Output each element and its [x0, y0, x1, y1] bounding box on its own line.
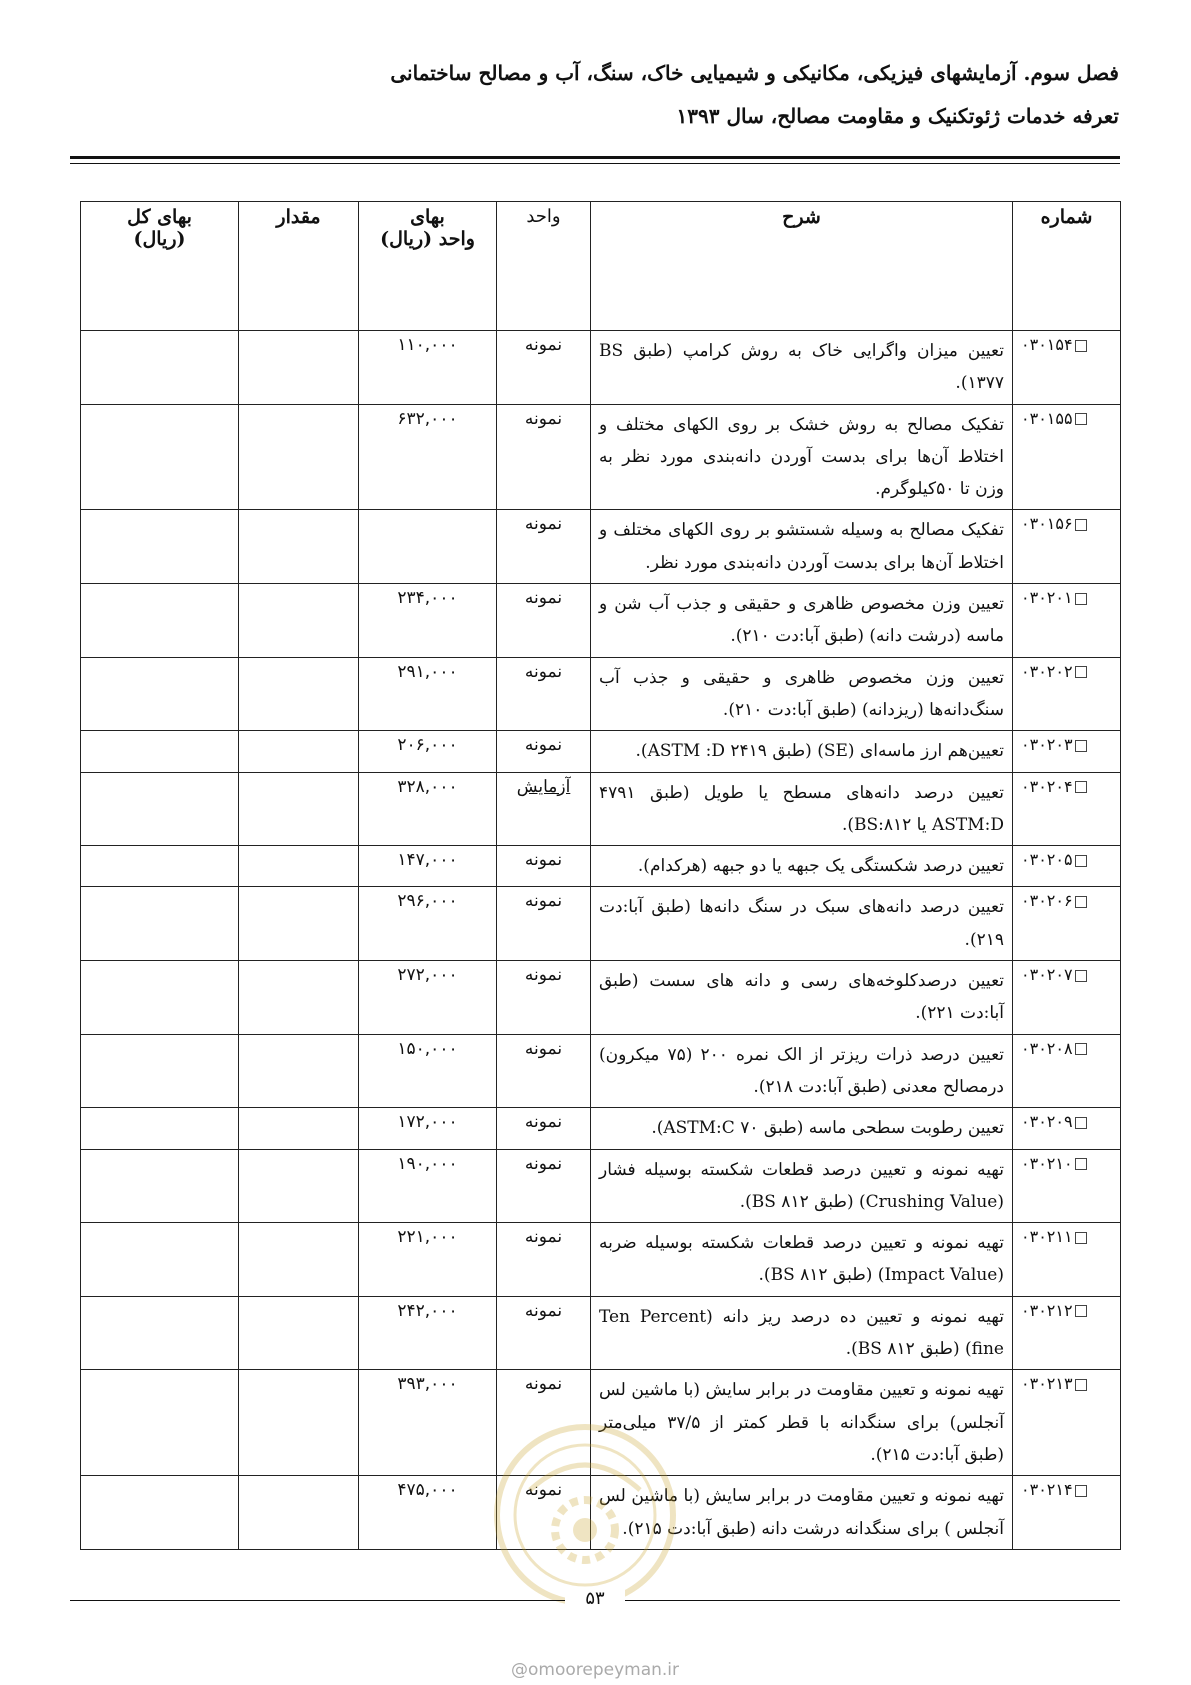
item-unit-price	[359, 510, 497, 584]
item-description: تهیه نمونه و تعیین درصد قطعات شکسته بوسیله ضربه (Impact Value) (طبق BS ۸۱۲).	[591, 1223, 1013, 1297]
item-total-price	[81, 404, 239, 510]
item-unit	[497, 510, 591, 584]
item-unit	[497, 1149, 591, 1223]
header-total-line1: بهای کل	[127, 206, 192, 228]
item-quantity	[239, 331, 359, 405]
item-description: تعیین درصدکلوخه‌های رسی و دانه های سست (طبق آبا:دت ۲۲۱).	[591, 961, 1013, 1035]
item-quantity	[239, 1370, 359, 1476]
item-code-text: ۰۳۰۱۵۴	[1021, 335, 1073, 354]
table-row	[81, 887, 1121, 961]
item-description: تهیه نمونه و تعیین ده درصد ریز دانه (Ten Percent fine) (طبق BS ۸۱۲).	[591, 1296, 1013, 1370]
page-number: ۵۳	[565, 1588, 625, 1609]
item-unit	[497, 331, 591, 405]
item-code	[1013, 846, 1121, 887]
item-total-price	[81, 331, 239, 405]
header-unit-price-line1: بهای	[410, 206, 445, 228]
item-unit-price: ۱۴۷,۰۰۰	[359, 846, 497, 887]
item-code	[1013, 584, 1121, 658]
item-unit-text: نمونه	[524, 850, 563, 871]
table-row	[81, 1034, 1121, 1108]
item-code-text: ۰۳۰۲۰۸	[1021, 1038, 1073, 1058]
item-unit	[497, 1296, 591, 1370]
item-code	[1013, 961, 1121, 1035]
table-row	[81, 731, 1121, 772]
header-unit-price-line2: واحد (ریال)	[380, 228, 475, 250]
checkbox-glyph-icon	[1075, 1043, 1087, 1055]
item-unit-price: ۲۴۲,۰۰۰	[359, 1296, 497, 1370]
item-quantity	[239, 1108, 359, 1149]
item-code-text: ۰۳۰۲۰۱	[1021, 588, 1073, 608]
checkbox-glyph-icon	[1075, 1379, 1087, 1391]
item-code	[1013, 1149, 1121, 1223]
item-quantity	[239, 887, 359, 961]
item-unit-price: ۳۹۳,۰۰۰	[359, 1370, 497, 1476]
checkbox-glyph-icon	[1075, 740, 1087, 752]
item-unit-price: ۲۹۶,۰۰۰	[359, 887, 497, 961]
item-description: تعیین وزن مخصوص ظاهری و حقیقی و جذب آب شن و ماسه (درشت دانه) (طبق آبا:دت ۲۱۰).	[591, 584, 1013, 658]
item-unit	[497, 1223, 591, 1297]
checkbox-glyph-icon	[1075, 1232, 1087, 1244]
checkbox-glyph-icon	[1075, 340, 1087, 352]
item-code-text: ۰۳۰۲۰۳	[1021, 735, 1073, 755]
item-description: تعیین درصد شکستگی یک جبهه یا دو جبهه (هرکدام).	[591, 846, 1013, 887]
item-unit	[497, 584, 591, 658]
item-code-text: ۰۳۰۲۰۷	[1021, 965, 1073, 985]
item-unit-price: ۲۳۴,۰۰۰	[359, 584, 497, 658]
item-code	[1013, 1370, 1121, 1476]
table-row	[81, 1296, 1121, 1370]
item-total-price	[81, 1296, 239, 1370]
item-unit-text: نمونه	[524, 891, 563, 912]
item-unit	[497, 657, 591, 731]
tariff-table	[80, 201, 1121, 1550]
item-unit-text: نمونه	[524, 335, 563, 355]
item-unit-text: نمونه	[524, 1112, 563, 1133]
item-total-price	[81, 1370, 239, 1476]
item-quantity	[239, 657, 359, 731]
item-unit-text: نمونه	[524, 1300, 563, 1321]
header-description: شرح	[591, 202, 1013, 331]
item-quantity	[239, 731, 359, 772]
item-quantity	[239, 584, 359, 658]
item-unit-text: نمونه	[524, 1038, 563, 1059]
item-code-text: ۰۳۰۲۱۰	[1021, 1153, 1073, 1173]
item-total-price	[81, 1223, 239, 1297]
item-quantity	[239, 510, 359, 584]
item-quantity	[239, 1223, 359, 1297]
item-code	[1013, 731, 1121, 772]
item-total-price	[81, 1034, 239, 1108]
item-description: تعیین میزان واگرایی خاک به روش کرامپ (طبق BS ۱۳۷۷).	[591, 331, 1013, 405]
item-unit-text: نمونه	[524, 1374, 563, 1395]
page-header	[69, 56, 1119, 134]
item-description: تعیین رطوبت سطحی ماسه (طبق ۷۰ ASTM:C).	[591, 1108, 1013, 1149]
item-description: تهیه نمونه و تعیین مقاومت در برابر سایش (با ماشین لس آنجلس) برای سنگدانه با قطر کمتر از ۳۷/۵ میلی‌متر (طبق آبا:دت ۲۱۵).	[591, 1370, 1013, 1476]
item-unit	[497, 1108, 591, 1149]
header-code: شماره	[1013, 202, 1121, 331]
item-code	[1013, 1476, 1121, 1550]
website-watermark: @omoorepeyman.ir	[510, 1660, 680, 1680]
table-row	[81, 1108, 1121, 1149]
item-unit	[497, 1034, 591, 1108]
item-unit-text: آزمایش	[516, 776, 571, 797]
item-quantity	[239, 1476, 359, 1550]
table-row	[81, 404, 1121, 510]
item-code	[1013, 887, 1121, 961]
item-total-price	[81, 887, 239, 961]
item-description: تعیین درصد دانه‌های سبک در سنگ دانه‌ها (طبق آبا:دت ۲۱۹).	[591, 887, 1013, 961]
checkbox-glyph-icon	[1075, 970, 1087, 982]
item-code-text: ۰۳۰۲۱۳	[1021, 1374, 1073, 1394]
item-unit	[497, 1476, 591, 1550]
item-code-text: ۰۳۰۲۰۹	[1021, 1112, 1073, 1132]
item-unit-text: نمونه	[524, 588, 563, 609]
item-code-text: ۰۳۰۱۵۵	[1021, 408, 1073, 428]
table-body	[81, 331, 1121, 1550]
item-code	[1013, 510, 1121, 584]
item-code	[1013, 1296, 1121, 1370]
item-code	[1013, 772, 1121, 846]
item-quantity	[239, 404, 359, 510]
table-header-row	[81, 202, 1121, 331]
item-code	[1013, 1034, 1121, 1108]
checkbox-glyph-icon	[1075, 1485, 1087, 1497]
item-total-price	[81, 657, 239, 731]
item-unit-price: ۴۷۵,۰۰۰	[359, 1476, 497, 1550]
item-code	[1013, 1223, 1121, 1297]
item-code	[1013, 1108, 1121, 1149]
checkbox-glyph-icon	[1075, 1158, 1087, 1170]
table-row	[81, 846, 1121, 887]
table-row	[81, 510, 1121, 584]
table-row	[81, 961, 1121, 1035]
item-unit-text: نمونه	[524, 514, 563, 535]
item-unit-text: نمونه	[524, 965, 563, 986]
item-total-price	[81, 1149, 239, 1223]
item-code-text: ۰۳۰۲۰۵	[1021, 850, 1073, 870]
item-unit	[497, 731, 591, 772]
item-unit	[497, 961, 591, 1035]
item-unit-price: ۲۲۱,۰۰۰	[359, 1223, 497, 1297]
chapter-title: فصل سوم. آزمایشهای فیزیکی، مکانیکی و شیمیایی خاک، سنگ، آب و مصالح ساختمانی	[390, 61, 1119, 85]
item-description: تعیین‌هم ارز ماسه‌ای (SE) (طبق ۲۴۱۹ ASTM :D).	[591, 731, 1013, 772]
item-description: تعیین وزن مخصوص ظاهری و حقیقی و جذب آب سنگ‌دانه‌ها (ریزدانه) (طبق آبا:دت ۲۱۰).	[591, 657, 1013, 731]
header-total-line2: (ریال)	[133, 228, 186, 250]
header-rule-thin	[70, 163, 1120, 164]
item-unit-text: نمونه	[524, 1227, 563, 1248]
checkbox-glyph-icon	[1075, 519, 1087, 531]
item-code-text: ۰۳۰۲۰۶	[1021, 891, 1073, 911]
item-unit-text: نمونه	[524, 735, 563, 756]
item-total-price	[81, 1108, 239, 1149]
item-unit	[497, 772, 591, 846]
header-quantity: مقدار	[239, 202, 359, 331]
checkbox-glyph-icon	[1075, 896, 1087, 908]
table-row	[81, 657, 1121, 731]
item-unit-price: ۱۷۲,۰۰۰	[359, 1108, 497, 1149]
item-description: تفکیک مصالح به وسیله شستشو بر روی الکهای مختلف و اختلاط آن‌ها برای بدست آوردن دانه‌بندی مورد نظر.	[591, 510, 1013, 584]
item-quantity	[239, 1034, 359, 1108]
table-row	[81, 772, 1121, 846]
checkbox-glyph-icon	[1075, 781, 1087, 793]
item-total-price	[81, 731, 239, 772]
item-unit	[497, 846, 591, 887]
item-quantity	[239, 961, 359, 1035]
checkbox-glyph-icon	[1075, 413, 1087, 425]
item-quantity	[239, 772, 359, 846]
item-description: تعیین درصد ذرات ریزتر از الک نمره ۲۰۰ (۷۵ میکرون) درمصالح معدنی (طبق آبا:دت ۲۱۸).	[591, 1034, 1013, 1108]
item-unit-text: نمونه	[524, 408, 563, 429]
item-code	[1013, 404, 1121, 510]
checkbox-glyph-icon	[1075, 1117, 1087, 1129]
item-code-text: ۰۳۰۲۱۴	[1021, 1480, 1073, 1500]
item-code	[1013, 657, 1121, 731]
table-row	[81, 1149, 1121, 1223]
table-row	[81, 584, 1121, 658]
header-unit: واحد	[497, 202, 591, 331]
table-row	[81, 1476, 1121, 1550]
table-row	[81, 1223, 1121, 1297]
item-total-price	[81, 772, 239, 846]
checkbox-glyph-icon	[1075, 593, 1087, 605]
item-unit	[497, 404, 591, 510]
item-total-price	[81, 846, 239, 887]
item-total-price	[81, 510, 239, 584]
item-unit	[497, 1370, 591, 1476]
item-description: تهیه نمونه و تعیین درصد قطعات شکسته بوسیله فشار (Crushing Value) (طبق BS ۸۱۲).	[591, 1149, 1013, 1223]
item-total-price	[81, 584, 239, 658]
item-code-text: ۰۳۰۲۱۲	[1021, 1300, 1073, 1320]
item-unit-price: ۱۵۰,۰۰۰	[359, 1034, 497, 1108]
item-unit-price: ۲۷۲,۰۰۰	[359, 961, 497, 1035]
header-total	[81, 202, 239, 331]
item-unit-text: نمونه	[524, 1480, 563, 1501]
item-unit-price: ۲۰۶,۰۰۰	[359, 731, 497, 772]
checkbox-glyph-icon	[1075, 666, 1087, 678]
item-unit-price: ۱۱۰,۰۰۰	[359, 331, 497, 405]
header-unit-price	[359, 202, 497, 331]
checkbox-glyph-icon	[1075, 855, 1087, 867]
item-quantity	[239, 1296, 359, 1370]
item-unit-price: ۳۲۸,۰۰۰	[359, 772, 497, 846]
item-code	[1013, 331, 1121, 405]
item-unit-text: نمونه	[524, 1153, 563, 1174]
item-description: تفکیک مصالح به روش خشک بر روی الکهای مختلف و اختلاط آن‌ها برای بدست آوردن دانه‌بندی مورد نظر به وزن تا ۵۰کیلوگرم.	[591, 404, 1013, 510]
checkbox-glyph-icon	[1075, 1305, 1087, 1317]
item-description: تعیین درصد دانه‌های مسطح یا طویل (طبق ۴۷۹۱ ASTM:D یا BS:۸۱۲).	[591, 772, 1013, 846]
table-row	[81, 331, 1121, 405]
item-unit-price: ۶۳۲,۰۰۰	[359, 404, 497, 510]
item-quantity	[239, 1149, 359, 1223]
item-unit-price: ۲۹۱,۰۰۰	[359, 657, 497, 731]
item-code-text: ۰۳۰۲۱۱	[1021, 1227, 1073, 1247]
item-quantity	[239, 846, 359, 887]
item-unit	[497, 887, 591, 961]
item-code-text: ۰۳۰۲۰۲	[1021, 661, 1073, 681]
item-code-text: ۰۳۰۲۰۴	[1021, 776, 1073, 796]
header-rule-thick	[70, 156, 1120, 159]
item-total-price	[81, 961, 239, 1035]
item-unit-price: ۱۹۰,۰۰۰	[359, 1149, 497, 1223]
item-unit-text: نمونه	[524, 661, 563, 682]
table-row	[81, 1370, 1121, 1476]
item-total-price	[81, 1476, 239, 1550]
tariff-title: تعرفه خدمات ژئوتکنیک و مقاومت مصالح، سال ۱۳۹۳	[676, 104, 1119, 128]
item-code-text: ۰۳۰۱۵۶	[1021, 514, 1073, 534]
item-description: تهیه نمونه و تعیین مقاومت در برابر سایش (با ماشین لس آنجلس ) برای سنگدانه درشت دانه (طبق آبا:دت ۲۱۵).	[591, 1476, 1013, 1550]
